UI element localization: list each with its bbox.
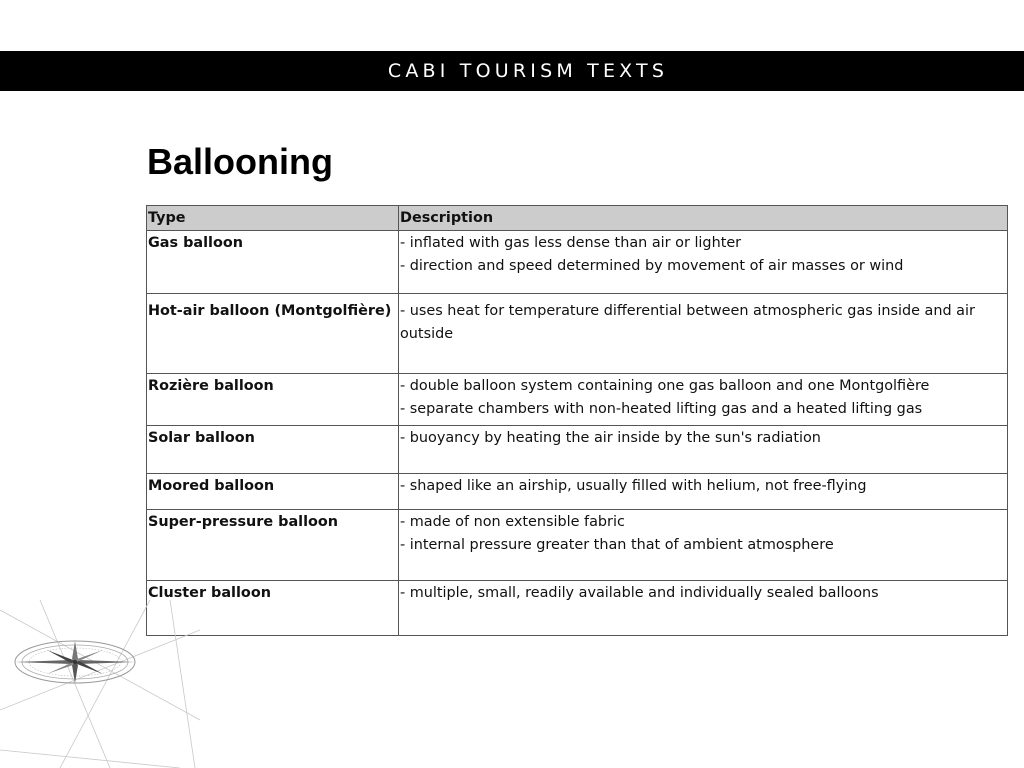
- type-cell: Solar balloon: [147, 426, 399, 474]
- table-row: [147, 510, 1008, 581]
- description-cell: [399, 581, 1008, 636]
- balloon-types-table: [146, 205, 1008, 636]
- table-row: [147, 231, 1008, 294]
- description-line: - internal pressure greater than that of ambient atmosphere: [400, 537, 834, 553]
- description-cell: [399, 426, 1008, 474]
- table-row: [147, 426, 1008, 474]
- description-cell: [399, 231, 1008, 294]
- description-cell: [399, 294, 1008, 374]
- header-banner: [0, 51, 1024, 91]
- table-row: [147, 581, 1008, 636]
- description-line: - shaped like an airship, usually filled with helium, not free-flying: [400, 478, 867, 494]
- type-cell: Hot-air balloon (Montgolfière): [147, 294, 399, 374]
- description-line: - multiple, small, readily available and individually sealed balloons: [400, 585, 879, 601]
- type-cell: Moored balloon: [147, 474, 399, 510]
- description-line: - direction and speed determined by movement of air masses or wind: [400, 258, 904, 274]
- description-line: - buoyancy by heating the air inside by the sun's radiation: [400, 430, 821, 446]
- type-cell: Rozière balloon: [147, 374, 399, 426]
- table-row: [147, 474, 1008, 510]
- table-header-row: [147, 206, 1008, 231]
- type-cell: Super-pressure balloon: [147, 510, 399, 581]
- column-header-description: Description: [399, 206, 1008, 231]
- type-cell: Cluster balloon: [147, 581, 399, 636]
- column-header-type: Type: [147, 206, 399, 231]
- table-row: [147, 294, 1008, 374]
- page-title: Ballooning: [147, 141, 333, 182]
- compass-rose-icon: [0, 600, 200, 768]
- type-cell: Gas balloon: [147, 231, 399, 294]
- description-line: - separate chambers with non-heated lifting gas and a heated lifting gas: [400, 401, 923, 417]
- table-row: [147, 374, 1008, 426]
- description-line: - double balloon system containing one gas balloon and one Montgolfière: [400, 378, 930, 394]
- banner-title: CABI TOURISM TEXTS: [387, 60, 669, 82]
- description-line: - uses heat for temperature differential between atmospheric gas inside and air outside: [400, 303, 975, 342]
- description-cell: [399, 474, 1008, 510]
- description-cell: [399, 510, 1008, 581]
- description-line: - made of non extensible fabric: [400, 514, 625, 530]
- description-cell: [399, 374, 1008, 426]
- description-line: - inflated with gas less dense than air or lighter: [400, 235, 742, 251]
